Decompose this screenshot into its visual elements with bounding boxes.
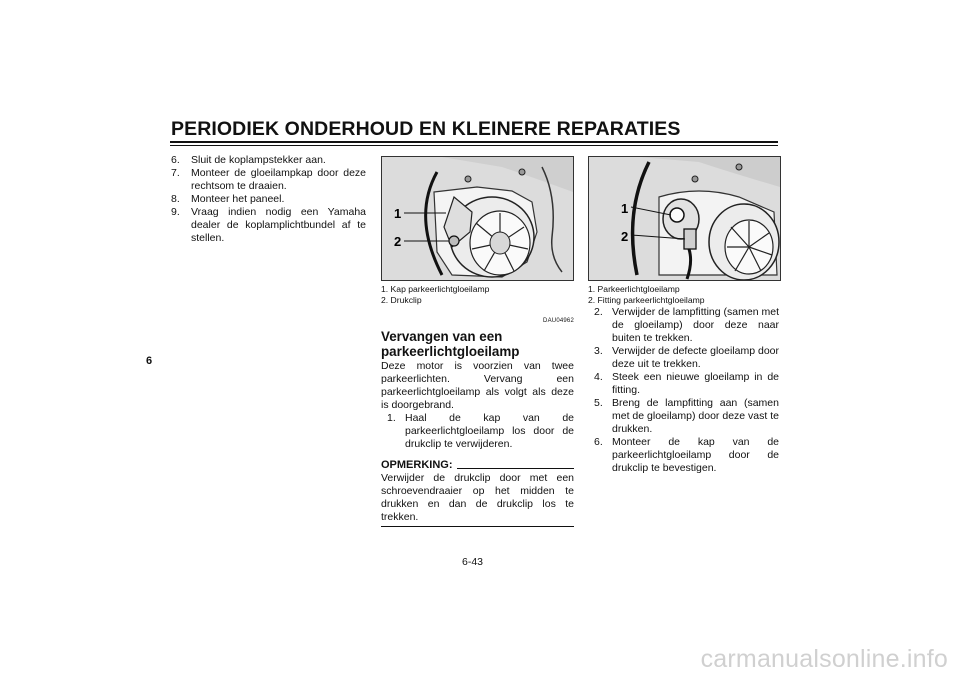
section-heading: Vervangen van een parkeerlichtgloeilamp: [381, 329, 520, 359]
note-label: OPMERKING:: [381, 459, 453, 471]
note-body: Verwijder de drukclip door met een schroevendraaier op het midden te drukken en dan de drukclip los te trekken.: [381, 472, 574, 527]
figure-label-1: 1: [621, 201, 629, 216]
list-item: 3. Verwijder de defecte gloeilamp door deze uit te trekken.: [594, 345, 779, 370]
section-code: DAU04962: [543, 318, 574, 324]
parking-lamp-socket-illustration: [589, 157, 780, 280]
column-right: [588, 156, 779, 475]
list-item: 8. Monteer het paneel.: [171, 193, 285, 205]
figure-caption: 1. Kap parkeerlichtgloeilamp 2. Drukclip: [381, 284, 490, 305]
column-left: [171, 154, 366, 245]
header-rule-thick: [170, 141, 778, 143]
figure-parking-lamp-cover: [381, 156, 574, 281]
column-middle: [381, 156, 574, 527]
note-rule: [457, 468, 575, 469]
watermark: carmanualsonline.info: [700, 645, 948, 673]
list-item: 5. Breng de lampfitting aan (samen met de gloeilamp) door deze vast te drukken.: [594, 397, 779, 435]
section-intro: Deze motor is voorzien van twee parkeerlichten. Vervang een parkeerlichtgloeilamp als volgt als deze is doorgebrand.: [381, 360, 574, 411]
page-title: PERIODIEK ONDERHOUD EN KLEINERE REPARATIES: [171, 118, 681, 140]
figure-label-2: 2: [621, 229, 629, 244]
figure-label-1: 1: [394, 206, 402, 221]
page-number: 6-43: [462, 556, 484, 568]
list-item: 1. Haal de kap van de parkeerlichtgloeilamp los door de drukclip te verwijderen.: [387, 412, 574, 450]
figure-parking-lamp-socket: [588, 156, 781, 281]
list-item: 7. Monteer de gloeilampkap door deze rechtsom te draaien.: [171, 167, 366, 192]
list-item: 9. Vraag indien nodig een Yamaha dealer de koplamplichtbundel af te stellen.: [171, 206, 366, 244]
list-item: 6. Monteer de kap van de parkeerlichtgloeilamp door de drukclip te bevestigen.: [594, 436, 779, 474]
header-rule-thin: [170, 145, 778, 146]
parking-lamp-cover-illustration: [382, 157, 573, 280]
steps-list-middle: [381, 412, 574, 451]
list-item: 4. Steek een nieuwe gloeilamp in de fitting.: [594, 371, 779, 396]
list-item: 2. Verwijder de lampfitting (samen met de gloeilamp) door deze naar buiten te trekken.: [594, 306, 779, 344]
steps-list-left: [171, 154, 366, 245]
chapter-tab: 6: [146, 355, 153, 367]
figure-caption: 1. Parkeerlichtgloeilamp 2. Fitting parkeerlichtgloeilamp: [588, 284, 705, 305]
list-item: 6. Sluit de koplampstekker aan.: [171, 154, 326, 166]
steps-list-right: [588, 306, 779, 475]
note-header: [381, 459, 574, 472]
figure-label-2: 2: [394, 234, 402, 249]
